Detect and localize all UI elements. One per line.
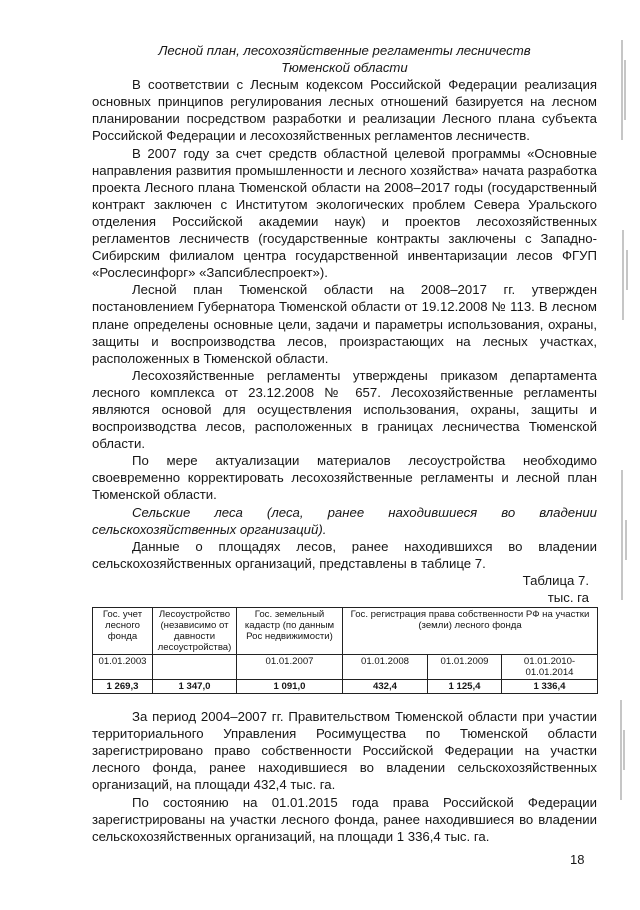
table-cell: 01.01.2009 bbox=[428, 655, 502, 680]
table-header-row bbox=[93, 608, 598, 655]
table-header-cell: Лесоустройство (независимо от давности лесоустройства) bbox=[153, 608, 237, 655]
title-line-1: Лесной план, лесохозяйственные регламенты лесничеств bbox=[158, 43, 531, 58]
paragraph-1: В соответствии с Лесным кодексом Российской Федерации реализация основных принципов регулирования лесных отношений базируется на лесном планировании посредством разработки и реализации Лесного плана субъекта Российской Федерации и лесохозяйственных регламентов лесничеств. bbox=[92, 77, 597, 144]
table-cell: 01.01.2003 bbox=[93, 655, 153, 680]
table-caption: Таблица 7. bbox=[522, 572, 589, 588]
paragraph-4: Лесохозяйственные регламенты утверждены приказом департамента лесного комплекса от 23.12.2008 № 657. Лесохозяйственные регламенты являются основой для осуществления использования, охраны, защиты и воспроизводства лесов, расположенных в границах лесничества Тюменской области. bbox=[92, 367, 597, 452]
table-header-cell: Гос. учет лесного фонда bbox=[93, 608, 153, 655]
table-cell: 1 347,0 bbox=[153, 680, 237, 694]
paragraph-6: За период 2004–2007 гг. Правительством Тюменской области при участии территориального Управления Росимущества по Тюменской области зарегистрировано право собственности Российской Федерации на участки лесного фонда, ранее находившиеся во владении сельскохозяйственных организаций, на площади 432,4 тыс. га. bbox=[92, 709, 597, 793]
table-cell bbox=[153, 655, 237, 680]
table-header-cell: Гос. регистрация права собственности РФ на участки (земли) лесного фонда bbox=[343, 608, 598, 655]
scan-edge-artifacts bbox=[618, 0, 640, 905]
table-intro-paragraph: Данные о площадях лесов, ранее находившихся во владении сельскохозяйственных организаций, представлены в таблице 7. bbox=[92, 538, 597, 571]
document-body bbox=[92, 42, 597, 845]
paragraph-2: В 2007 году за счет средств областной целевой программы «Основные направления развития промышленности и лесного хозяйства» начата разработка проекта Лесного плана Тюменской области на 2008–2017 годы (государственный контракт заключен с Институтом экологических проблем Севера Уральского отделения Российской академии наук) и проектов лесохозяйственных регламентов лесничеств (государственные контракты заключены с Западно-Сибирским филиалом центра государственной инвентаризации лесов ФГУП «Рослесинфорг» «Запсиблеспроект»). bbox=[92, 145, 597, 281]
table-cell: 01.01.2007 bbox=[237, 655, 343, 680]
table-cell: 1 269,3 bbox=[93, 680, 153, 694]
table-value-row bbox=[93, 680, 598, 694]
table-cell: 432,4 bbox=[343, 680, 428, 694]
section-subheading: Сельские леса (леса, ранее находившиеся во владении сельскохозяйственных организаций). bbox=[92, 504, 597, 537]
paragraph-7: По состоянию на 01.01.2015 года права Российской Федерации зарегистрированы на участки лесного фонда, ранее находившиеся во владении сельскохозяйственных организаций, на площади 1 336,4 тыс. га. bbox=[92, 794, 597, 844]
paragraph-3: Лесной план Тюменской области на 2008–2017 гг. утвержден постановлением Губернатора Тюменской области от 19.12.2008 № 113. В лесном плане определены основные цели, задачи и параметры использования, охраны, защиты и воспроизводства лесов, произрастающих на лесных участках, расположенных в Тюменской области. bbox=[92, 282, 597, 366]
after-table-text bbox=[92, 708, 597, 845]
title-line-2: Тюменской области bbox=[281, 60, 408, 76]
table-units: тыс. га bbox=[547, 590, 589, 605]
table-date-row bbox=[93, 655, 598, 680]
table-cell: 01.01.2010-01.01.2014 bbox=[502, 655, 598, 680]
paragraph-5: По мере актуализации материалов лесоустройства необходимо своевременно корректировать лесохозяйственные регламенты и лесной план Тюменской области. bbox=[92, 453, 597, 503]
page-number: 18 bbox=[570, 852, 585, 867]
table-cell: 01.01.2008 bbox=[343, 655, 428, 680]
table-cell: 1 091,0 bbox=[237, 680, 343, 694]
table-cell: 1 336,4 bbox=[502, 680, 598, 694]
table-cell: 1 125,4 bbox=[428, 680, 502, 694]
table-header-cell: Гос. земельный кадастр (по данным Рос недвижимости) bbox=[237, 608, 343, 655]
forest-area-table bbox=[92, 607, 598, 694]
